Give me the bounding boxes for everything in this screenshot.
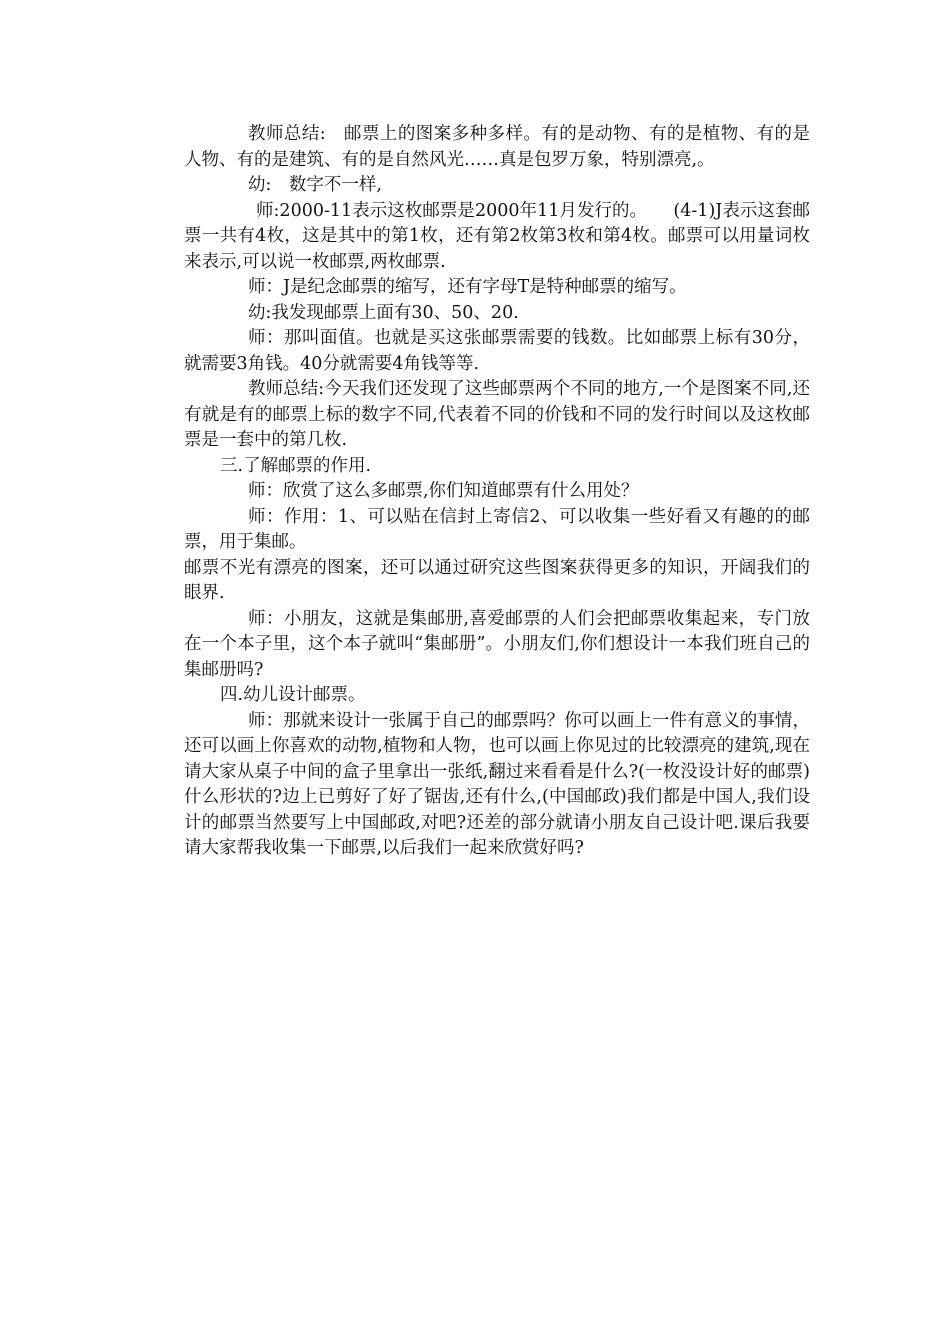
paragraph-knowledge: 邮票不光有漂亮的图案，还可以通过研究这些图案获得更多的知识，开阔我们的眼界. [184, 557, 810, 603]
document-body [184, 122, 810, 862]
section-heading-4: 四.幼儿设计邮票。 [220, 685, 366, 705]
section-heading-3: 三.了解邮票的作用. [220, 455, 372, 476]
paragraph-teacher-issue-date: 师:2000-11表示这枚邮票是2000年11月发行的。 (4-1)J表示这套邮票一共有4枚，这是其中的第1枚，还有第2枚第3枚和第4枚。邮票可以用量词枚来表示,可以说一枚邮票,两枚邮票. [184, 200, 810, 272]
paragraph-teacher-uses: 师：作用：1、可以贴在信封上寄信2、可以收集一些好看又有趣的的邮票，用于集邮。 [184, 506, 810, 552]
paragraph-teacher-design: 师：那就来设计一张属于自己的邮票吗？你可以画上一件有意义的事情，还可以画上你喜欢的动物,植物和人物，也可以画上你见过的比较漂亮的建筑,现在请大家从桌子中间的盒子里拿出一张纸,翻过来看看是什么?(一枚没设计好的邮票)什么形状的?边上已剪好了好了锯齿,还有什么,(中国邮政)我们都是中国人,我们设计的邮票当然要写上中国邮政,对吧?还差的部分就请小朋友自己设计吧.课后我要请大家帮我收集一下邮票,以后我们一起来欣赏好吗? [184, 710, 810, 858]
paragraph-teacher-summary-patterns: 教师总结: 邮票上的图案多种多样。有的是动物、有的是植物、有的是人物、有的是建筑、有的是自然风光……真是包罗万象，特别漂亮,。 [184, 124, 810, 170]
paragraph-teacher-j-abbreviation: 师：J是纪念邮票的缩写，还有字母T是特种邮票的缩写。 [248, 277, 687, 297]
paragraph-teacher-album: 师：小朋友，这就是集邮册,喜爱邮票的人们会把邮票收集起来，专门放在一个本子里，这个本子就叫“集邮册”。小朋友们,你们想设计一本我们班自己的集邮册吗? [184, 608, 810, 680]
paragraph-child-face-values: 幼:我发现邮票上面有30、50、20. [248, 302, 519, 323]
paragraph-teacher-face-value: 师：那叫面值。也就是买这张邮票需要的钱数。比如邮票上标有30分，就需要3角钱。40分就需要4角钱等等. [184, 328, 810, 374]
paragraph-teacher-question-use: 师：欣赏了这么多邮票,你们知道邮票有什么用处？ [248, 481, 639, 501]
paragraph-child-numbers: 幼: 数字不一样, [248, 175, 382, 195]
paragraph-teacher-summary-differences: 教师总结:今天我们还发现了这些邮票两个不同的地方,一个是图案不同,还有就是有的邮票上标的数字不同,代表着不同的价钱和不同的发行时间以及这枚邮票是一套中的第几枚. [184, 379, 810, 450]
